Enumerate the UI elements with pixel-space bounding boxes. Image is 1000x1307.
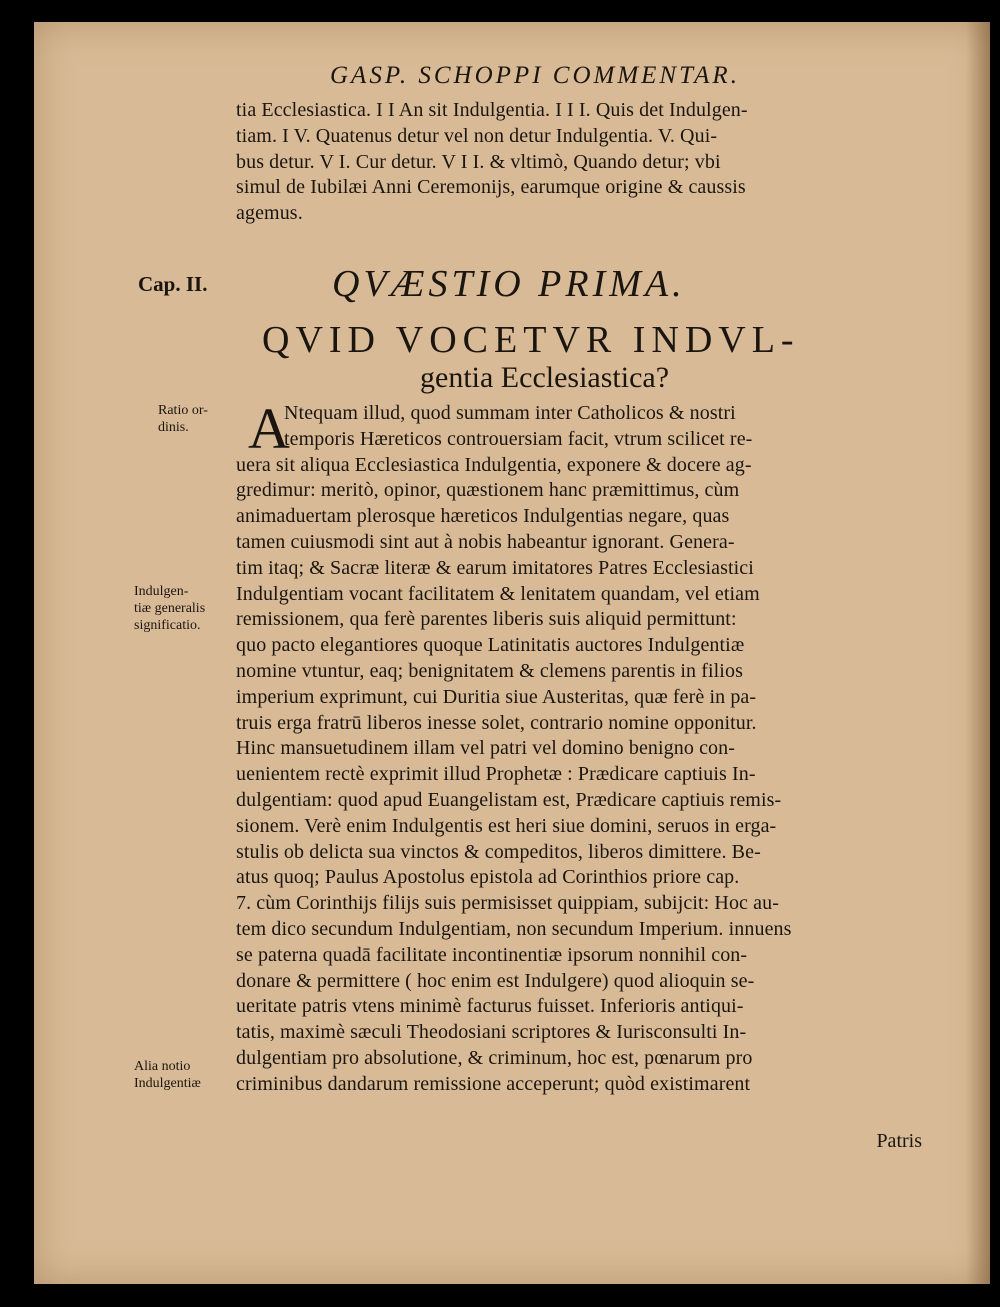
question-title: QVÆSTIO PRIMA. [332, 263, 686, 305]
text-line: ueritate patris vtens minimè facturus fuisset. Inferioris antiqui- [236, 995, 744, 1018]
text-line: Ntequam illud, quod summam inter Catholicos & nostri [284, 402, 736, 424]
margin-note-line: Alia notio [134, 1059, 191, 1074]
catchword: Patris [876, 1130, 922, 1152]
chapter-label: Cap. II. [138, 272, 208, 296]
intro-paragraph [236, 98, 878, 227]
text-line: remissionem, qua ferè parentes liberis suis aliquid permittunt: [236, 608, 737, 631]
text-line: bus detur. V I. Cur detur. V I I. & vltimò, Quando detur; vbi [236, 150, 721, 173]
text-line: animaduertam plerosque hæreticos Indulgentias negare, quas [236, 505, 730, 528]
running-head: GASP. SCHOPPI COMMENTAR. [330, 62, 740, 89]
text-line: tim itaq; & Sacræ literæ & earum imitatores Patres Ecclesiastici [236, 556, 754, 579]
main-paragraph [236, 396, 878, 1098]
text-line: dulgentiam: quod apud Euangelistam est, Prædicare captiuis remis- [236, 788, 782, 811]
text-line: agemus. [236, 202, 303, 225]
text-line: tamen cuiusmodi sint aut à nobis habeantur ignorant. Genera- [236, 530, 735, 553]
text-line: donare & permittere ( hoc enim est Indulgere) quod alioquin se- [236, 969, 755, 992]
margin-note-significatio [134, 583, 232, 634]
margin-note-line: significatio. [134, 618, 201, 633]
text-line: uera sit aliqua Ecclesiastica Indulgentia, exponere & docere ag- [236, 453, 752, 476]
drop-cap: A [248, 396, 290, 461]
text-line: simul de Iubilæi Anni Ceremonijs, earumque origine & caussis [236, 176, 746, 199]
text-line: quo pacto elegantiores quoque Latinitatis auctores Indulgentiæ [236, 634, 745, 657]
text-line: 7. cùm Corinthijs filijs suis permisisset quippiam, subijcit: Hoc au- [236, 892, 779, 915]
text-line: tiam. I V. Quatenus detur vel non detur Indulgentia. V. Qui- [236, 124, 718, 147]
page-gutter-shadow [966, 22, 990, 1284]
margin-note-line: Ratio or- [158, 403, 208, 418]
text-line: imperium exprimunt, cui Duritia siue Austeritas, quæ ferè in pa- [236, 685, 757, 708]
text-line: dulgentiam pro absolutione, & criminum, hoc est, pœnarum pro [236, 1046, 753, 1069]
text-line: temporis Hæreticos controuersiam facit, vtrum scilicet re- [284, 427, 753, 450]
text-line: criminibus dandarum remissione acceperunt; quòd existimarent [236, 1072, 751, 1095]
text-line: stulis ob delicta sua vinctos & compeditos, liberos dimittere. Be- [236, 840, 761, 863]
text-line: Hinc mansuetudinem illam vel patri vel domino benigno con- [236, 737, 736, 760]
text-line: Indulgentiam vocant facilitatem & lenitatem quandam, vel etiam [236, 582, 760, 605]
margin-note-line: Indulgen- [134, 584, 189, 599]
text-line: gredimur: meritò, opinor, quæstionem hanc præmittimus, cùm [236, 479, 740, 502]
text-line: truis erga fratrū liberos inesse solet, contrario nomine opponitur. [236, 711, 757, 734]
margin-note-line: dinis. [158, 420, 189, 435]
text-line: se paterna quadā facilitate incontinentiæ ipsorum nonnihil con- [236, 943, 748, 966]
text-line: tem dico secundum Indulgentiam, non secundum Imperium. innuens [236, 917, 792, 940]
question-subtitle-line1: QVID VOCETVR INDVL- [262, 319, 800, 361]
text-line: tia Ecclesiastica. I I An sit Indulgentia. I I I. Quis det Indulgen- [236, 99, 748, 121]
text-line: sionem. Verè enim Indulgentis est heri siue domini, seruos in erga- [236, 814, 777, 837]
margin-note-alia-notio [134, 1058, 232, 1092]
margin-note-line: Indulgentiæ [134, 1076, 201, 1091]
text-line: uenientem rectè exprimit illud Prophetæ : Prædicare captiuis In- [236, 763, 756, 786]
text-line: atus quoq; Paulus Apostolus epistola ad Corinthios priore cap. [236, 866, 740, 889]
text-line: tatis, maximè sæculi Theodosiani scriptores & Iurisconsulti In- [236, 1021, 747, 1044]
question-subtitle-line2: gentia Ecclesiastica? [420, 361, 670, 394]
text-line: nomine vtuntur, eaq; benignitatem & clemens parentis in filios [236, 659, 743, 682]
margin-note-line: tiæ generalis [134, 601, 206, 616]
